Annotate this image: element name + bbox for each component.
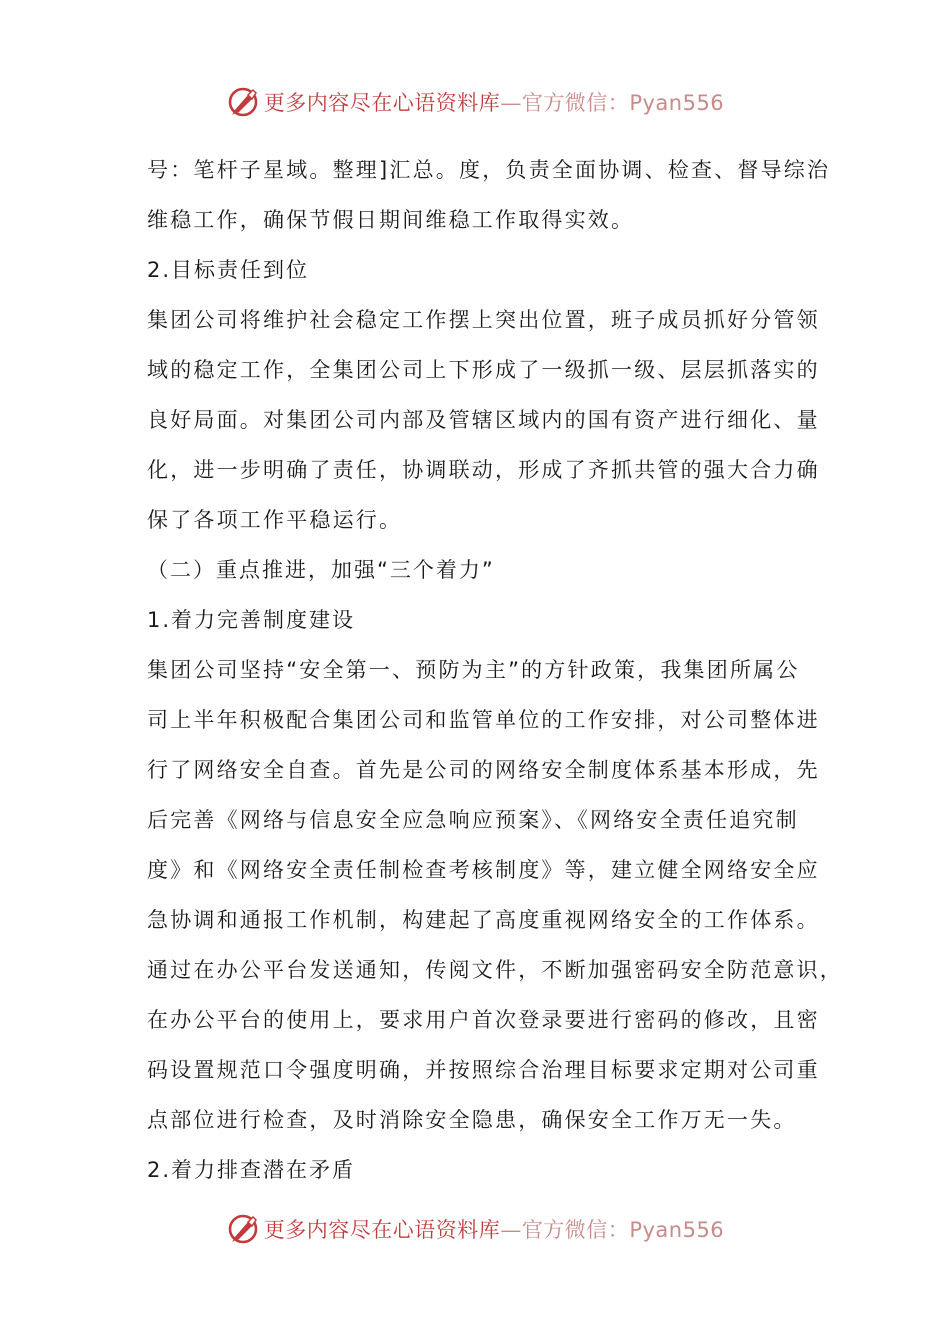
document-body — [147, 145, 843, 1195]
section-heading: （二）重点推进，加强“三个着力” — [147, 558, 495, 582]
banner-separator: — — [500, 91, 522, 115]
body-line: 集团公司将维护社会稳定工作摆上突出位置，班子成员抓好分管领 — [147, 308, 820, 332]
body-line: 维稳工作，确保节假日期间维稳工作取得实效。 — [147, 208, 635, 232]
body-line: 集团公司坚持“安全第一、预防为主”的方针政策，我集团所属公 — [147, 658, 800, 682]
body-line: 化，进一步明确了责任，协调联动，形成了齐抓共管的强大合力确 — [147, 458, 820, 482]
body-line: 司上半年积极配合集团公司和监管单位的工作安排，对公司整体进 — [147, 708, 820, 732]
pen-nib-logo-icon — [226, 85, 260, 119]
banner-separator: — — [500, 1218, 522, 1242]
banner-brand-text: 更多内容尽在心语资料库 — [263, 1218, 501, 1242]
body-line: 行了网络安全自查。首先是公司的网络安全制度体系基本形成，先 — [147, 758, 820, 782]
body-line: 点部位进行检查，及时消除安全隐患，确保安全工作万无一失。 — [147, 1108, 797, 1132]
body-line: 保了各项工作平稳运行。 — [147, 508, 403, 532]
banner-wechat-label: 官方微信： — [521, 1218, 630, 1242]
banner-wechat-id: Pyan556 — [629, 1218, 725, 1242]
body-line: 域的稳定工作，全集团公司上下形成了一级抓一级、层层抓落实的 — [147, 358, 820, 382]
pen-nib-logo-icon — [226, 1212, 260, 1246]
section-heading: 2.着力排查潜在矛盾 — [147, 1158, 356, 1182]
section-heading: 1.着力完善制度建设 — [147, 608, 356, 632]
body-line: 号：笔杆子星域。整理]汇总。度，负责全面协调、检查、督导综治 — [147, 158, 831, 182]
body-line: 通过在办公平台发送通知，传阅文件，不断加强密码安全防范意识， — [147, 958, 843, 982]
body-line: 良好局面。对集团公司内部及管辖区域内的国有资产进行细化、量 — [147, 408, 820, 432]
footer-watermark-banner — [0, 1209, 950, 1249]
banner-wechat-id: Pyan556 — [629, 91, 725, 115]
banner-line — [264, 87, 724, 117]
body-line: 后完善《网络与信息安全应急响应预案》、《网络安全责任追究制 — [147, 808, 799, 832]
banner-brand-text: 更多内容尽在心语资料库 — [263, 91, 501, 115]
body-line: 度》和《网络安全责任制检查考核制度》等，建立健全网络安全应 — [147, 858, 820, 882]
body-line: 急协调和通报工作机制，构建起了高度重视网络安全的工作体系。 — [147, 908, 820, 932]
section-heading: 2.目标责任到位 — [147, 258, 310, 282]
body-line: 在办公平台的使用上，要求用户首次登录要进行密码的修改，且密 — [147, 1008, 820, 1032]
body-line: 码设置规范口令强度明确，并按照综合治理目标要求定期对公司重 — [147, 1058, 820, 1082]
banner-wechat-label: 官方微信： — [521, 91, 630, 115]
header-watermark-banner — [0, 82, 950, 122]
banner-line — [264, 1214, 724, 1244]
